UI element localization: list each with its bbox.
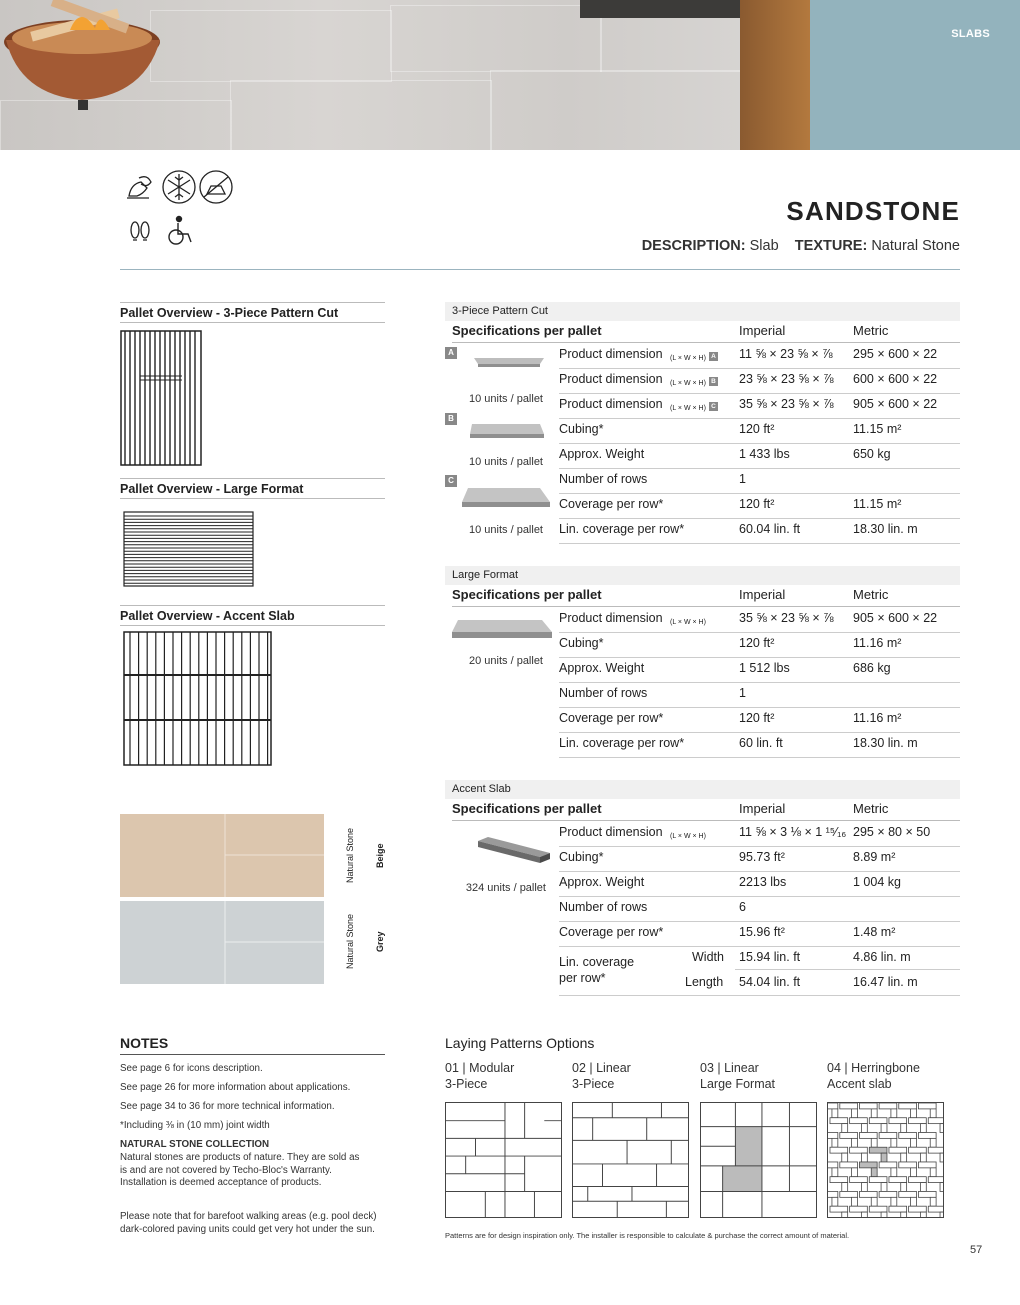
slab-image-c bbox=[460, 484, 552, 514]
spec-row-metric: 905 × 600 × 22 bbox=[853, 611, 938, 625]
lin-coverage-label-1: Lin. coverage bbox=[559, 955, 635, 969]
spec-row-imperial: 120 ft² bbox=[739, 497, 775, 511]
slab-badge-a: A bbox=[445, 347, 457, 359]
pattern-label-01: 01 | Modular 3-Piece bbox=[445, 1061, 515, 1091]
row-badge: C bbox=[709, 402, 718, 411]
spec-header-3-piece bbox=[452, 323, 960, 343]
spec-header-imperial: Imperial bbox=[739, 801, 786, 816]
hand-leaf-icon bbox=[127, 177, 151, 198]
slab-image-accent bbox=[474, 835, 554, 865]
patterns-disclaimer: Patterns are for design inspiration only. The installer is responsible to calculate & purchase the correct amount of material. bbox=[445, 1231, 850, 1240]
section-large-format-title: Large Format bbox=[445, 566, 960, 585]
pallet-diagram-large-format bbox=[123, 511, 254, 587]
footprints-icon bbox=[131, 222, 149, 240]
slab-image-b bbox=[466, 418, 546, 442]
spec-row-label: Product dimension bbox=[559, 347, 663, 361]
spec-row-metric: 600 × 600 × 22 bbox=[853, 372, 938, 386]
lin-length-label: Length bbox=[685, 975, 724, 989]
spec-row-label: Product dimension bbox=[559, 397, 663, 411]
spec-row-metric: 8.89 m² bbox=[853, 850, 896, 864]
spec-header-imperial: Imperial bbox=[739, 587, 786, 602]
barefoot-note: Please note that for barefoot walking areas (e.g. pool deck) dark-colored paving units could get very hot under the sun. bbox=[120, 1211, 377, 1235]
swatch-name-grey: Grey bbox=[375, 931, 385, 952]
spec-row-metric: 650 kg bbox=[853, 447, 891, 461]
spec-row-label: Coverage per row* bbox=[559, 711, 664, 725]
spec-row-label: Approx. Weight bbox=[559, 875, 645, 889]
spec-row-metric: 1.48 m² bbox=[853, 925, 896, 939]
pattern-herringbone-accent bbox=[827, 1102, 944, 1218]
collection-text: Natural stones are products of nature. They are sold as is and are not covered by Techo-Bloc's Warranty. Installation is deemed acceptance of products. bbox=[120, 1152, 360, 1188]
slab-image-large-format bbox=[450, 616, 554, 642]
spec-row-label: Number of rows bbox=[559, 472, 648, 486]
dimension-sub-label: (L × W × H) bbox=[670, 380, 706, 387]
spec-row bbox=[559, 632, 960, 658]
color-swatch-grey bbox=[120, 901, 324, 984]
dimension-sub-label: (L × W × H) bbox=[670, 355, 706, 362]
lin-length-imperial: 54.04 lin. ft bbox=[739, 975, 801, 989]
pattern-label-02: 02 | Linear 3-Piece bbox=[572, 1061, 631, 1091]
description-label: DESCRIPTION bbox=[641, 238, 741, 254]
spec-row-label: Lin. coverage per row* bbox=[559, 522, 685, 536]
spec-row-imperial: 15.96 ft² bbox=[739, 925, 785, 939]
note-line: See page 6 for icons description. bbox=[120, 1063, 263, 1074]
spec-row bbox=[559, 871, 960, 897]
lin-length-metric: 16.47 lin. m bbox=[853, 975, 918, 989]
spec-row bbox=[559, 821, 960, 847]
spec-row-imperial: 2213 lbs bbox=[739, 875, 787, 889]
pattern-linear-3-piece bbox=[572, 1102, 689, 1218]
spec-row-label: Number of rows bbox=[559, 686, 648, 700]
color-swatch-beige bbox=[120, 814, 324, 897]
feature-icons bbox=[123, 170, 238, 250]
spec-header-large-format bbox=[452, 587, 960, 607]
slab-badge-c: C bbox=[445, 475, 457, 487]
slab-badge-b: B bbox=[445, 413, 457, 425]
spec-header-metric: Metric bbox=[853, 801, 889, 816]
laying-patterns-title: Laying Patterns Options bbox=[445, 1035, 595, 1051]
note-line: See page 34 to 36 for more technical information. bbox=[120, 1101, 335, 1112]
spec-row-imperial: 35 ⅝ × 23 ⅝ × ⅞ bbox=[739, 397, 834, 411]
spec-header-metric: Metric bbox=[853, 587, 889, 602]
units-per-pallet-large-format: 20 units / pallet bbox=[469, 655, 543, 667]
spec-row-metric: 18.30 lin. m bbox=[853, 522, 918, 536]
notes-title: NOTES bbox=[120, 1035, 385, 1055]
spec-row-imperial: 120 ft² bbox=[739, 711, 775, 725]
spec-row bbox=[559, 343, 960, 369]
texture-value: Natural Stone bbox=[871, 238, 960, 254]
spec-row-imperial: 60 lin. ft bbox=[739, 736, 783, 750]
spec-row bbox=[559, 443, 960, 469]
spec-row-metric: 11.16 m² bbox=[853, 636, 902, 650]
spec-row bbox=[559, 607, 960, 633]
spec-header-label: Specifications per pallet bbox=[452, 323, 602, 338]
spec-row-label: Product dimension bbox=[559, 611, 663, 625]
description-value: Slab bbox=[749, 238, 779, 254]
spec-header-metric: Metric bbox=[853, 323, 889, 338]
spec-header-label: Specifications per pallet bbox=[452, 801, 602, 816]
header-divider bbox=[120, 269, 960, 270]
pallet-overview-accent-slab-title: Pallet Overview - Accent Slab bbox=[120, 605, 385, 626]
collection-title: NATURAL STONE COLLECTION bbox=[120, 1139, 270, 1150]
spec-row-label: Cubing* bbox=[559, 850, 604, 864]
wheelchair-icon bbox=[169, 217, 191, 245]
snowflake-icon bbox=[163, 171, 195, 203]
pattern-linear-large-format bbox=[700, 1102, 817, 1218]
spec-row-imperial: 120 ft² bbox=[739, 422, 775, 436]
dimension-sub-label: (L × W × H) bbox=[670, 619, 706, 626]
pattern-label-03: 03 | Linear Large Format bbox=[700, 1061, 776, 1091]
spec-row-imperial: 1 bbox=[739, 686, 746, 700]
units-per-pallet-accent: 324 units / pallet bbox=[465, 882, 546, 894]
spec-row bbox=[559, 368, 960, 394]
section-3-piece-title: 3-Piece Pattern Cut bbox=[445, 302, 960, 321]
spec-row-metric: 686 kg bbox=[853, 661, 891, 675]
page-number: 57 bbox=[970, 1244, 983, 1256]
note-line: *Including ⅜ in (10 mm) joint width bbox=[120, 1120, 270, 1131]
lin-width-imperial: 15.94 lin. ft bbox=[739, 950, 801, 964]
spec-row bbox=[559, 418, 960, 444]
spec-row-metric: 905 × 600 × 22 bbox=[853, 397, 938, 411]
spec-row-label: Approx. Weight bbox=[559, 447, 645, 461]
swatch-texture-grey: Natural Stone bbox=[345, 913, 355, 969]
lin-coverage-label-2: per row* bbox=[559, 971, 606, 985]
spec-row-label: Coverage per row* bbox=[559, 497, 664, 511]
units-per-pallet-b: 10 units / pallet bbox=[469, 456, 543, 468]
spec-row-label: Product dimension bbox=[559, 825, 663, 839]
slab-image-a bbox=[470, 352, 548, 372]
pallet-diagram-3-piece bbox=[120, 330, 202, 466]
product-description-line: DESCRIPTION: Slab TEXTURE: Natural Stone bbox=[641, 238, 960, 254]
spec-row-imperial: 6 bbox=[739, 900, 746, 914]
spec-row-imperial: 1 bbox=[739, 472, 746, 486]
spec-row-metric: 295 × 600 × 22 bbox=[853, 347, 938, 361]
spec-row-imperial: 1 512 lbs bbox=[739, 661, 790, 675]
category-tab-label: SLABS bbox=[951, 28, 990, 40]
spec-row-imperial: 95.73 ft² bbox=[739, 850, 785, 864]
lin-width-label: Width bbox=[692, 950, 724, 964]
spec-row-label: Coverage per row* bbox=[559, 925, 664, 939]
lin-coverage-label bbox=[559, 954, 634, 986]
spec-header-accent-slab bbox=[452, 801, 960, 821]
product-name: SANDSTONE bbox=[786, 196, 960, 226]
spec-row bbox=[559, 682, 960, 708]
spec-row-metric: 11.15 m² bbox=[853, 497, 902, 511]
spec-row bbox=[559, 896, 960, 922]
hero-photo bbox=[0, 0, 810, 150]
spec-row-label: Number of rows bbox=[559, 900, 648, 914]
fire-pit-image bbox=[0, 0, 200, 110]
spec-row-imperial: 11 ⅝ × 23 ⅝ × ⅞ bbox=[739, 347, 833, 361]
spec-row-label: Lin. coverage per row* bbox=[559, 736, 685, 750]
swatch-name-beige: Beige bbox=[375, 843, 385, 868]
spec-row-label: Cubing* bbox=[559, 636, 604, 650]
spec-row-metric: 18.30 lin. m bbox=[853, 736, 918, 750]
spec-row-metric: 295 × 80 × 50 bbox=[853, 825, 931, 839]
pallet-overview-large-format-title: Pallet Overview - Large Format bbox=[120, 478, 385, 499]
spec-row-imperial: 35 ⅝ × 23 ⅝ × ⅞ bbox=[739, 611, 834, 625]
spec-row-imperial: 120 ft² bbox=[739, 636, 775, 650]
dimension-sub-label: (L × W × H) bbox=[670, 833, 706, 840]
pattern-modular-3-piece bbox=[445, 1102, 562, 1218]
swatch-texture-beige: Natural Stone bbox=[345, 827, 355, 883]
spec-row bbox=[559, 657, 960, 683]
spec-row bbox=[559, 518, 960, 544]
note-line: See page 26 for more information about applications. bbox=[120, 1082, 351, 1093]
spec-row-metric: 11.15 m² bbox=[853, 422, 902, 436]
pattern-label-04: 04 | Herringbone Accent slab bbox=[827, 1061, 920, 1091]
lin-width-metric: 4.86 lin. m bbox=[853, 950, 911, 964]
spec-row-imperial: 60.04 lin. ft bbox=[739, 522, 801, 536]
spec-row bbox=[559, 732, 960, 758]
spec-row-label: Approx. Weight bbox=[559, 661, 645, 675]
no-salt-icon bbox=[200, 171, 232, 203]
spec-row-imperial: 1 433 lbs bbox=[739, 447, 790, 461]
category-tab bbox=[810, 0, 1020, 150]
spec-header-imperial: Imperial bbox=[739, 323, 786, 338]
spec-header-label: Specifications per pallet bbox=[452, 587, 602, 602]
units-per-pallet-a: 10 units / pallet bbox=[469, 393, 543, 405]
spec-row-metric: 1 004 kg bbox=[853, 875, 901, 889]
texture-label: TEXTURE bbox=[794, 238, 863, 254]
spec-row bbox=[559, 846, 960, 872]
dimension-sub-label: (L × W × H) bbox=[670, 405, 706, 412]
pallet-diagram-accent-slab bbox=[123, 631, 272, 766]
units-per-pallet-c: 10 units / pallet bbox=[469, 524, 543, 536]
spec-row bbox=[559, 493, 960, 519]
row-badge: A bbox=[709, 352, 718, 361]
spec-row-label: Product dimension bbox=[559, 372, 663, 386]
spec-row-label: Cubing* bbox=[559, 422, 604, 436]
pallet-overview-3-piece-title: Pallet Overview - 3-Piece Pattern Cut bbox=[120, 302, 385, 323]
spec-row-metric: 11.16 m² bbox=[853, 711, 902, 725]
spec-row bbox=[559, 468, 960, 494]
spec-row-imperial: 11 ⅝ × 3 ⅛ × 1 ¹⁵⁄₁₆ bbox=[739, 825, 847, 839]
spec-row bbox=[559, 921, 960, 947]
row-badge: B bbox=[709, 377, 718, 386]
spec-row-imperial: 23 ⅝ × 23 ⅝ × ⅞ bbox=[739, 372, 834, 386]
spec-row bbox=[559, 393, 960, 419]
section-accent-slab-title: Accent Slab bbox=[445, 780, 960, 799]
spec-row bbox=[559, 707, 960, 733]
lin-coverage-row bbox=[559, 945, 960, 996]
